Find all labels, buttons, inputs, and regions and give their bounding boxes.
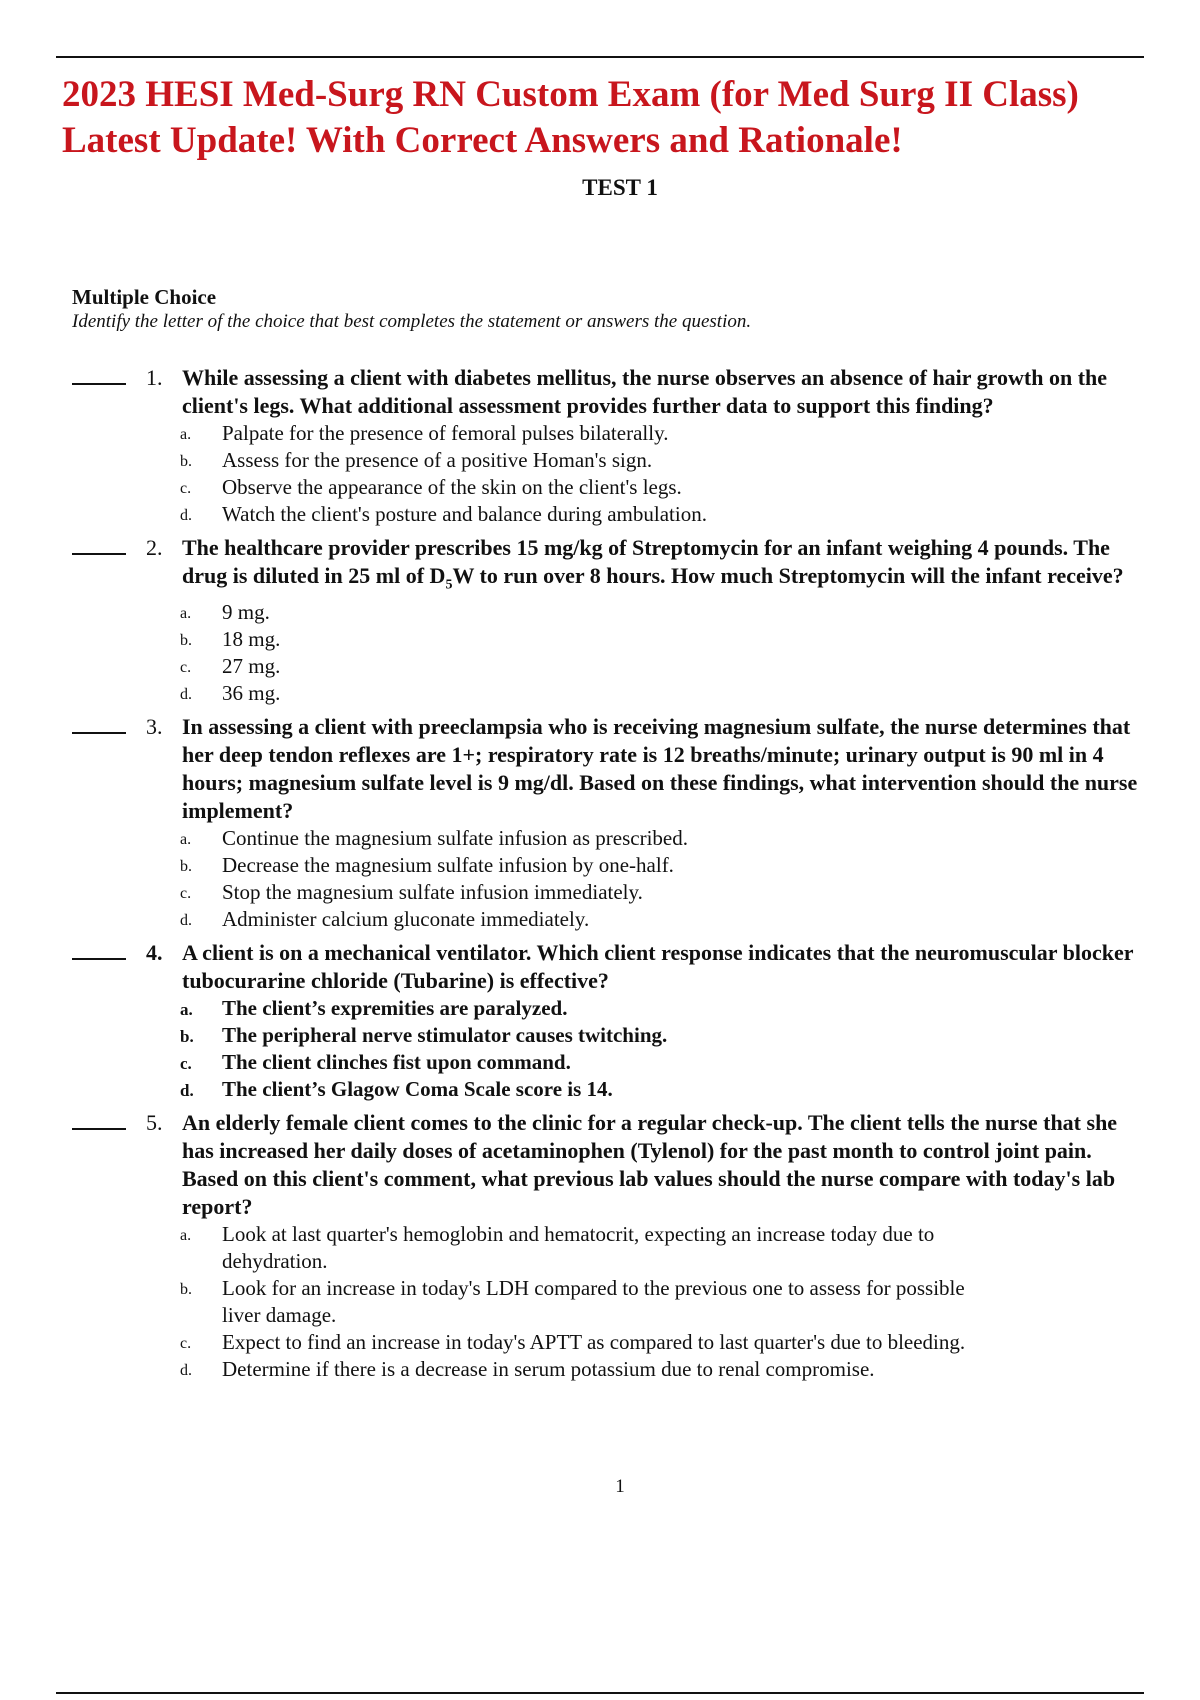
question-4 (0, 939, 1200, 1103)
choice-letter: c. (180, 1054, 192, 1074)
choice-letter: a. (180, 831, 192, 849)
question-number: 2. (146, 535, 163, 560)
question-list (0, 364, 1200, 1389)
choice-text: The client clinches fist upon command. (222, 1050, 571, 1075)
choice-letter: c. (180, 885, 192, 903)
choice-letter: a. (180, 605, 192, 623)
choice-text: Palpate for the presence of femoral pulses bilaterally. (222, 421, 669, 445)
choice-item (180, 852, 1040, 879)
choice-item (180, 1076, 1040, 1103)
choice-text: Administer calcium gluconate immediately. (222, 907, 590, 932)
question-number: 1. (146, 365, 163, 390)
question-number: 3. (146, 714, 163, 740)
question-stem-part: The healthcare provider prescribes 15 mg/kg of Streptomycin for an infant weighing 4 pounds. The drug is diluted in 25 ml of D (182, 535, 1110, 588)
choice-text: 27 mg. (222, 654, 281, 679)
choice-letter: b. (180, 453, 192, 470)
choice-item (180, 1049, 1040, 1076)
choice-item (180, 474, 1040, 501)
choice-text: 18 mg. (222, 627, 281, 652)
choice-text: Look for an increase in today's LDH compared to the previous one to assess for possible liver damage. (222, 1276, 965, 1328)
choice-text: Determine if there is a decrease in serum potassium due to renal compromise. (222, 1357, 875, 1382)
choice-text: The client’s Glagow Coma Scale score is 14. (222, 1077, 613, 1102)
answer-blank[interactable] (72, 383, 126, 385)
choice-letter: c. (180, 480, 192, 497)
choice-letter: a. (180, 1000, 193, 1020)
question-stem-row (146, 534, 1152, 599)
choice-text: Continue the magnesium sulfate infusion as prescribed. (222, 826, 688, 851)
choice-item (180, 626, 1040, 653)
choice-letter: d. (180, 1362, 192, 1380)
question-stem (182, 535, 1124, 593)
bottom-rule (56, 1692, 1144, 1694)
choice-item (180, 879, 1040, 906)
choice-letter: b. (180, 858, 192, 876)
choice-text: The client’s expremities are paralyzed. (222, 996, 568, 1021)
choice-text: Assess for the presence of a positive Homan's sign. (222, 448, 653, 472)
question-stem: In assessing a client with preeclampsia who is receiving magnesium sulfate, the nurse determines that her deep tendon reflexes are 1+; respiratory rate is 12 breaths/minute; urinary output is 90 ml in 4 hours; magnesium sulfate level is 9 mg/dl. Based on these findings, what intervention should the nurse implement? (182, 714, 1138, 824)
choice-item (180, 1356, 1082, 1383)
choice-item (180, 1329, 980, 1356)
choice-letter: c. (180, 659, 192, 677)
choice-text: 36 mg. (222, 681, 281, 706)
choice-item (180, 501, 1040, 528)
subscript-five: 5 (445, 577, 453, 593)
choice-text: Decrease the magnesium sulfate infusion by one-half. (222, 853, 674, 878)
choice-item (180, 447, 1040, 474)
choice-list (180, 1221, 980, 1383)
question-5 (0, 1109, 1200, 1383)
choice-letter: a. (180, 426, 192, 443)
choice-letter: d. (180, 912, 192, 930)
choice-letter: c. (180, 1335, 192, 1353)
answer-blank[interactable] (72, 1128, 126, 1130)
choice-item (180, 995, 1040, 1022)
choice-text: Watch the client's posture and balance during ambulation. (222, 502, 707, 526)
question-number: 4. (146, 940, 163, 966)
choice-item (180, 420, 1040, 447)
choice-item (180, 1275, 980, 1329)
question-stem: While assessing a client with diabetes mellitus, the nurse observes an absence of hair growth on the client's legs. What additional assessment provides further data to support this finding? (182, 365, 1108, 418)
choice-letter: b. (180, 1281, 192, 1299)
choice-text: The peripheral nerve stimulator causes twitching. (222, 1023, 668, 1048)
question-3 (0, 713, 1200, 933)
choice-item (180, 1221, 980, 1275)
section-heading: Multiple Choice (72, 285, 217, 309)
question-stem: A client is on a mechanical ventilator. Which client response indicates that the neuromuscular blocker tubocurarine chloride (Tubarine) is effective? (182, 940, 1134, 994)
question-1 (0, 364, 1200, 528)
question-number: 5. (146, 1110, 163, 1136)
choice-list (180, 825, 1040, 933)
question-stem-row (146, 1109, 1152, 1221)
choice-list (180, 599, 1040, 707)
choice-list (180, 420, 1040, 528)
choice-text: 9 mg. (222, 600, 270, 625)
document-title: 2023 HESI Med-Surg RN Custom Exam (for Med Surg II Class) Latest Update! With Correct Answers and Rationale! (62, 74, 1079, 161)
question-stem-part: W to run over 8 hours. How much Streptomycin will the infant receive? (452, 563, 1124, 588)
choice-item (180, 825, 1040, 852)
choice-letter: b. (180, 632, 192, 650)
choice-item (180, 906, 1040, 933)
top-rule (56, 56, 1144, 58)
instructions: Identify the letter of the choice that best completes the statement or answers the question. (72, 311, 752, 332)
question-stem-row (146, 939, 1152, 995)
choice-letter: d. (180, 1081, 194, 1101)
choice-text: Observe the appearance of the skin on the client's legs. (222, 475, 682, 499)
question-stem-row (146, 364, 1152, 420)
choice-item (180, 680, 1040, 707)
choice-text: Stop the magnesium sulfate infusion immediately. (222, 880, 643, 905)
page-number: 1 (615, 1476, 625, 1497)
answer-blank[interactable] (72, 732, 126, 734)
choice-letter: d. (180, 686, 192, 704)
choice-letter: d. (180, 507, 192, 524)
choice-item (180, 1022, 1040, 1049)
choice-text: Look at last quarter's hemoglobin and hematocrit, expecting an increase today due to dehydration. (222, 1222, 935, 1274)
answer-blank[interactable] (72, 553, 126, 555)
choice-item (180, 599, 1040, 626)
choice-letter: a. (180, 1227, 192, 1245)
choice-text: Expect to find an increase in today's APTT as compared to last quarter's due to bleeding. (222, 1330, 966, 1355)
test-label: TEST 1 (582, 175, 658, 200)
choice-letter: b. (180, 1027, 194, 1047)
choice-list (180, 995, 1040, 1103)
choice-item (180, 653, 1040, 680)
question-stem: An elderly female client comes to the clinic for a regular check-up. The client tells the nurse that she has increased her daily doses of acetaminophen (Tylenol) for the past month to control joint pain. Based on this client's comment, what previous lab values should the nurse compare with today's lab report? (182, 1110, 1118, 1220)
answer-blank[interactable] (72, 958, 126, 960)
question-2 (0, 534, 1200, 707)
question-stem-row (146, 713, 1152, 825)
